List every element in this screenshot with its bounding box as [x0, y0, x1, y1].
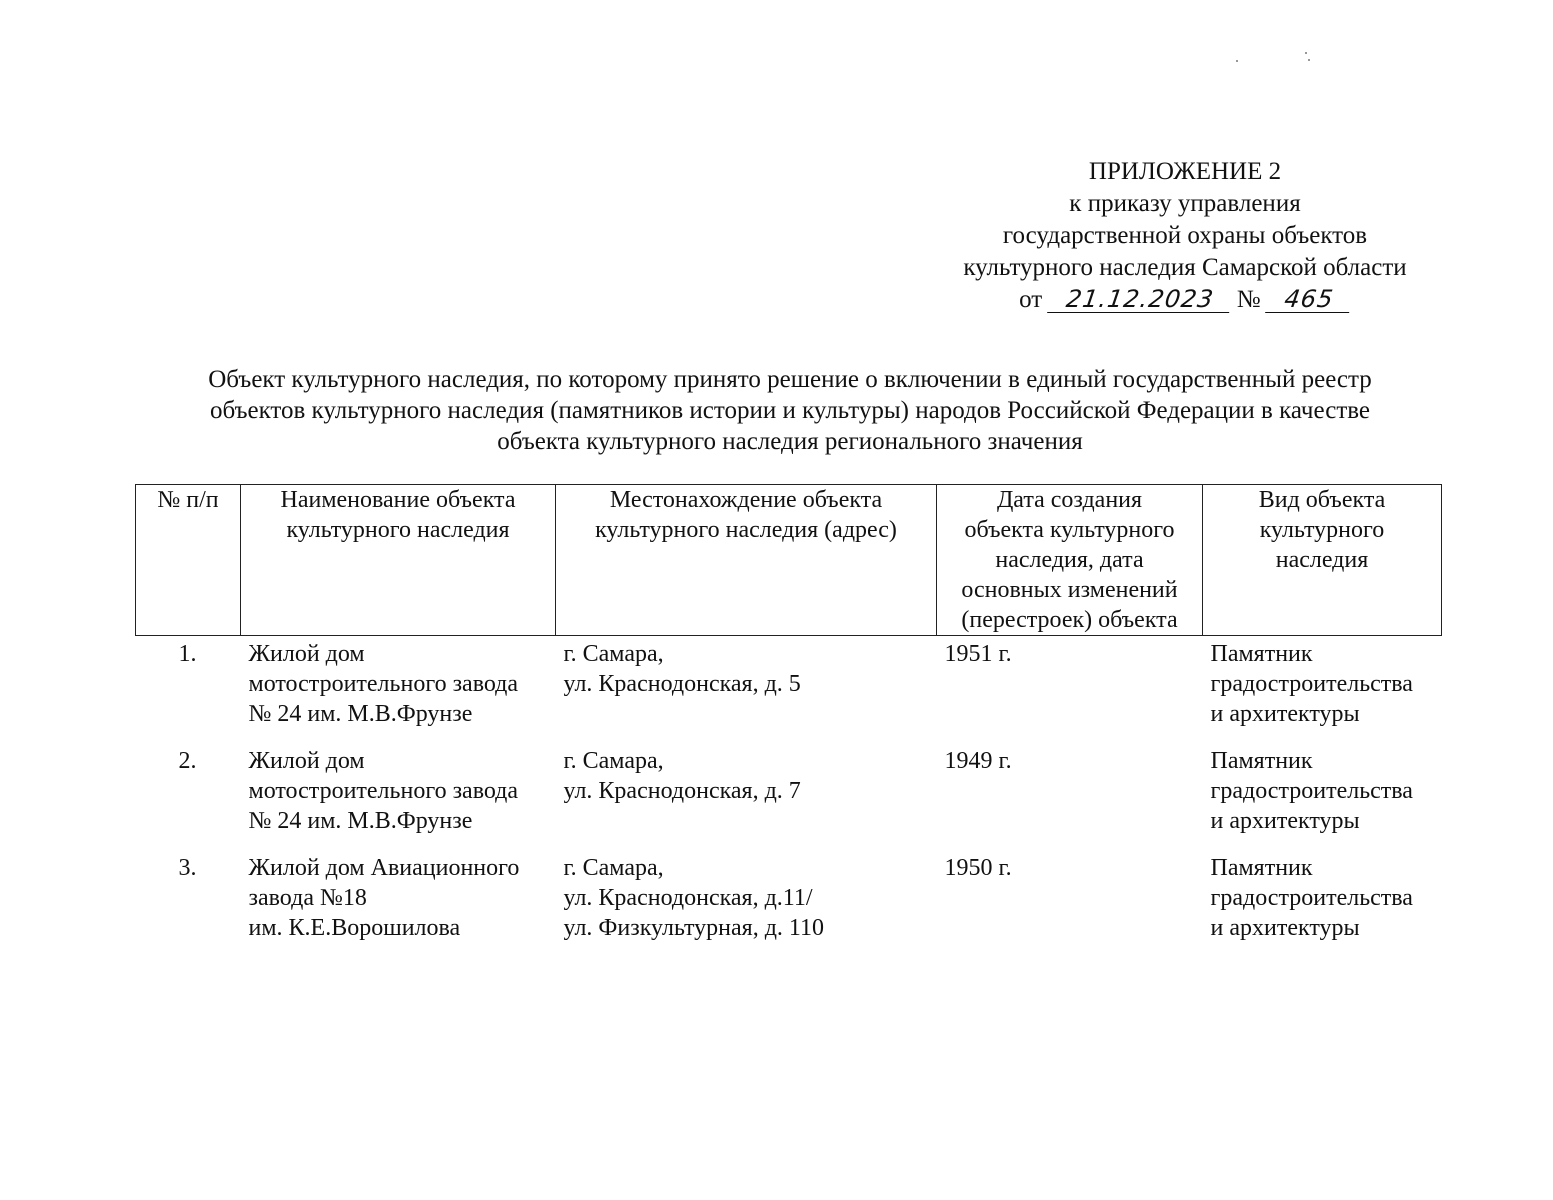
document-heading — [150, 364, 1430, 457]
appendix-line-2: государственной охраны объектов — [1002, 222, 1368, 249]
appendix-title: ПРИЛОЖЕНИЕ 2 — [1088, 158, 1282, 185]
appendix-date-line — [880, 284, 1490, 316]
row-type: Памятник градостроительства и архитектуры — [1210, 748, 1413, 834]
header-name: Наименование объекта культурного наследия — [241, 485, 556, 636]
header-date: Дата создания объекта культурного наследия, дата основных изменений (перестроек) объекта — [937, 485, 1203, 636]
scan-speck — [1305, 52, 1307, 54]
heading-line-2: объектов культурного наследия (памятников истории и культуры) народов Российской Федерации в качестве — [209, 397, 1371, 424]
heritage-objects-table — [135, 484, 1442, 957]
row-name: Жилой дом мотостроительного завода № 24 им. М.В.Фрунзе — [248, 748, 519, 834]
appendix-line-3: культурного наследия Самарской области — [963, 254, 1407, 281]
header-address: Местонахождение объекта культурного наследия (адрес) — [556, 485, 937, 636]
date-prefix: от — [1019, 286, 1043, 313]
row-number: 3. — [178, 855, 197, 881]
row-number: 2. — [178, 748, 197, 774]
row-type: Памятник градостроительства и архитектуры — [1210, 641, 1413, 727]
table-row — [136, 636, 1442, 744]
handwritten-number: 465 — [1265, 286, 1353, 313]
handwritten-date: 21.12.2023 — [1047, 286, 1233, 313]
appendix-block — [880, 156, 1490, 316]
row-date: 1950 г. — [944, 855, 1012, 881]
scan-speck — [1236, 60, 1238, 62]
row-address: г. Самара, ул. Краснодонская, д.11/ ул. Физкультурная, д. 110 — [563, 855, 825, 941]
row-date: 1949 г. — [944, 748, 1012, 774]
row-date: 1951 г. — [944, 641, 1012, 667]
table-row — [136, 850, 1442, 957]
row-name: Жилой дом Авиационного завода №18 им. К.Е.Ворошилова — [248, 855, 520, 941]
heading-line-1: Объект культурного наследия, по которому принято решение о включении в единый государственный реестр — [208, 366, 1372, 393]
row-type: Памятник градостроительства и архитектуры — [1210, 855, 1413, 941]
row-address: г. Самара, ул. Краснодонская, д. 7 — [563, 748, 801, 804]
table-row — [136, 743, 1442, 850]
row-number: 1. — [178, 641, 197, 667]
table-header-row — [136, 485, 1442, 636]
appendix-line-1: к приказу управления — [1069, 190, 1301, 217]
number-prefix: № — [1236, 286, 1261, 313]
row-address: г. Самара, ул. Краснодонская, д. 5 — [563, 641, 801, 697]
header-number: № п/п — [136, 485, 241, 636]
scan-speck — [1308, 59, 1310, 61]
header-type: Вид объекта культурного наследия — [1203, 485, 1442, 636]
row-name: Жилой дом мотостроительного завода № 24 им. М.В.Фрунзе — [248, 641, 519, 727]
heading-line-3: объекта культурного наследия регионального значения — [497, 428, 1083, 455]
